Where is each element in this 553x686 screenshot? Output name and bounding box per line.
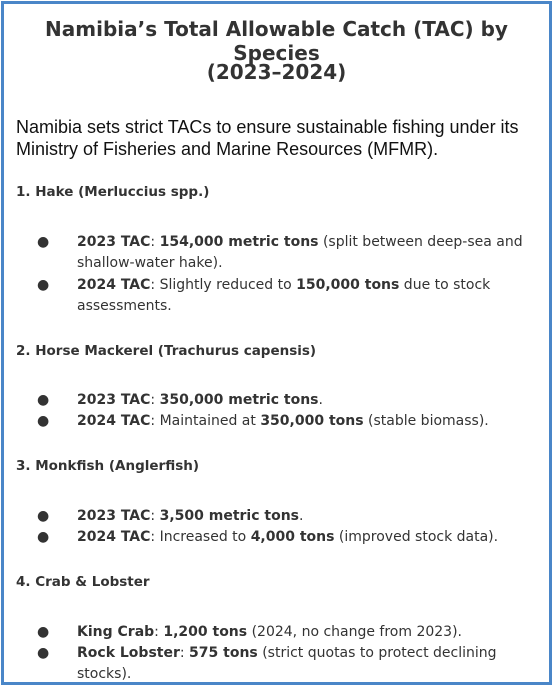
bullet: ● bbox=[37, 277, 50, 293]
bullet: ● bbox=[37, 234, 50, 250]
page-title-line-1: Namibia’s Total Allowable Catch (TAC) by Species bbox=[45, 17, 508, 65]
item-note: due to stock assessments. bbox=[77, 277, 491, 314]
item-note: (stable biomass). bbox=[363, 413, 489, 429]
bullet: ● bbox=[37, 645, 50, 661]
item-separator: : bbox=[150, 508, 160, 524]
item-value: 575 tons bbox=[189, 645, 258, 661]
item-value: 4,000 tons bbox=[250, 529, 335, 545]
item-separator: : bbox=[150, 234, 160, 250]
item-separator: : bbox=[154, 624, 164, 640]
item-label: 2023 TAC bbox=[77, 234, 151, 250]
intro-paragraph: Namibia sets strict TACs to ensure sustainable fishing under its Ministry of Fisheries and Marine Resources (MFMR). bbox=[16, 117, 519, 159]
item-label: Rock Lobster bbox=[77, 645, 180, 661]
item-separator: : bbox=[179, 645, 190, 661]
item-label: 2023 TAC bbox=[77, 508, 151, 524]
item-separator: : Increased to bbox=[150, 529, 251, 545]
item-value: 154,000 metric tons bbox=[159, 234, 319, 250]
section-heading-hake: 1. Hake (Merluccius spp.) bbox=[16, 184, 210, 200]
item-value: 350,000 tons bbox=[260, 413, 364, 429]
item-label: 2024 TAC bbox=[77, 277, 151, 293]
section-heading-monkfish: 3. Monkfish (Anglerfish) bbox=[16, 458, 200, 474]
item-note: (strict quotas to protect declining stocks). bbox=[77, 645, 497, 682]
item-separator: : Slightly reduced to bbox=[150, 277, 297, 293]
section-heading-crab-lobster: 4. Crab & Lobster bbox=[16, 574, 150, 590]
item-note: . bbox=[318, 392, 323, 408]
bullet: ● bbox=[37, 508, 50, 524]
section-heading-horse-mackerel: 2. Horse Mackerel (Trachurus capensis) bbox=[16, 343, 317, 359]
item-label: 2024 TAC bbox=[77, 413, 151, 429]
bullet: ● bbox=[37, 413, 50, 429]
item-note: (2024, no change from 2023). bbox=[247, 624, 462, 640]
item-value: 150,000 tons bbox=[296, 277, 400, 293]
item-separator: : bbox=[150, 392, 160, 408]
item-value: 3,500 metric tons bbox=[159, 508, 300, 524]
item-value: 350,000 metric tons bbox=[159, 392, 319, 408]
bullet: ● bbox=[37, 529, 50, 545]
item-note: (split between deep-sea and shallow-water hake). bbox=[77, 234, 523, 271]
item-value: 1,200 tons bbox=[163, 624, 248, 640]
bullet: ● bbox=[37, 392, 50, 408]
item-label: 2024 TAC bbox=[77, 529, 151, 545]
item-separator: : Maintained at bbox=[150, 413, 261, 429]
item-label: King Crab bbox=[77, 624, 155, 640]
item-note: (improved stock data). bbox=[334, 529, 499, 545]
bullet: ● bbox=[37, 624, 50, 640]
item-label: 2023 TAC bbox=[77, 392, 151, 408]
page-title-line-2: (2023–2024) bbox=[206, 60, 347, 84]
item-note: . bbox=[299, 508, 304, 524]
